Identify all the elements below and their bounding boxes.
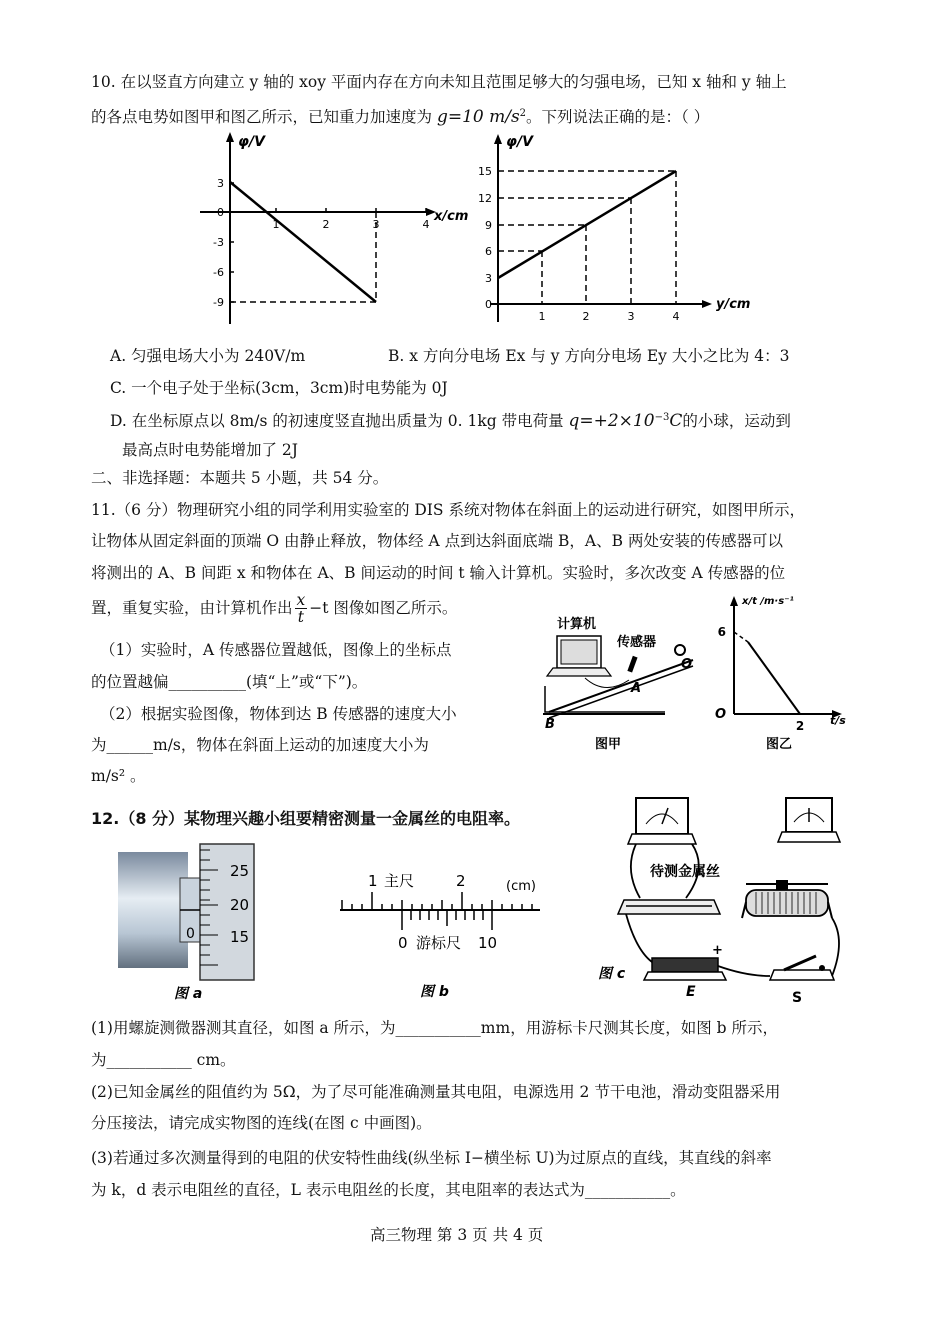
svg-text:O: O xyxy=(714,707,726,722)
x-over-t-fraction: $\frac{x}{t}$ xyxy=(296,590,306,626)
svg-text:O: O xyxy=(681,657,693,672)
jia-ytick: -6 xyxy=(213,266,224,279)
svg-text:2: 2 xyxy=(456,872,466,890)
fig-c-caption: 图 c xyxy=(598,966,626,982)
yi-ytick: 12 xyxy=(478,192,492,205)
q12-part3-b: 为 k，d 表示电阻丝的直径，L 表示电阻丝的长度，其电阻率的表达式为___________。 xyxy=(91,1181,686,1199)
fig-jia-caption: 图甲 xyxy=(595,737,622,752)
yi-ytick: 0 xyxy=(485,298,492,311)
yi-xlabel: y/cm xyxy=(716,297,751,312)
q12-part3-a: (3)若通过多次测量得到的电阻的伏安特性曲线(纵坐标 I−横坐标 U)为过原点的直线，其直线的斜率 xyxy=(91,1149,772,1167)
q10-option-c: C. 一个电子处于坐标(3cm，3cm)时电势能为 0J xyxy=(110,379,448,397)
jia-xtick: 2 xyxy=(322,218,330,231)
jia-xtick: 3 xyxy=(372,218,380,231)
q10-option-a: A. 匀强电场大小为 240V/m xyxy=(110,347,306,365)
computer-label: 计算机 xyxy=(557,617,597,632)
figure-jia-incline xyxy=(535,608,705,758)
figure-yi-graph xyxy=(708,590,858,758)
svg-text:0: 0 xyxy=(186,926,195,942)
x-over-t-line xyxy=(748,642,800,714)
fig-yi-caption: 图乙 xyxy=(766,737,793,752)
svg-text:15: 15 xyxy=(230,928,250,946)
svg-text:B: B xyxy=(545,717,555,732)
q10-line1: 10. 在以竖直方向建立 y 轴的 xoy 平面内存在方向未知且范围足够大的匀强电场，已知 x 轴和 y 轴上 xyxy=(91,73,787,91)
jia-ytick: -3 xyxy=(213,236,224,249)
yi-xtick: 1 xyxy=(538,310,546,323)
q11-line3: 将测出的 A、B 间距 x 和物体在 A、B 间运动的时间 t 输入计算机。实验时，多次改变 A 传感器的位 xyxy=(91,564,786,582)
yi-ytick: 9 xyxy=(485,219,492,232)
svg-text:+: + xyxy=(712,943,723,958)
q11-part1-a: （1）实验时，A 传感器位置越低，图像上的坐标点 xyxy=(100,641,452,659)
svg-text:A: A xyxy=(631,681,642,696)
yi-xtick: 2 xyxy=(582,310,590,323)
svg-text:E: E xyxy=(686,984,696,1000)
jia-xlabel: x/cm xyxy=(434,209,469,224)
q12-part2-a: (2)已知金属丝的阻值约为 5Ω，为了尽可能准确测量其电阻，电源选用 2 节干电池，滑动变阻器采用 xyxy=(91,1083,781,1101)
yi-ytick: 3 xyxy=(485,272,492,285)
page-footer: 高三物理 第 3 页 共 4 页 xyxy=(370,1226,544,1244)
q11-line2: 让物体从固定斜面的顶端 O 由静止释放，物体经 A 点到达斜面底端 B，A、B 两处安装的传感器可以 xyxy=(91,532,783,550)
svg-text:6: 6 xyxy=(717,625,726,639)
q11-line4: 置，重复实验，由计算机作出 $\frac{x}{t}$ −t 图像如图乙所示。 xyxy=(91,590,458,626)
jia-ytick: 0 xyxy=(217,206,224,219)
graph-yi xyxy=(470,128,770,328)
battery-icon xyxy=(652,958,718,972)
potential-line-x xyxy=(230,182,376,302)
object-ball xyxy=(675,645,685,655)
main-scale-label: 主尺 xyxy=(384,872,415,890)
q11-part2-b: 为______m/s，物体在斜面上运动的加速度大小为 xyxy=(91,736,429,754)
graph-jia xyxy=(190,128,469,328)
svg-text:25: 25 xyxy=(230,862,250,880)
q11-part2-a: （2）根据实验图像，物体到达 B 传感器的速度大小 xyxy=(100,705,457,723)
jia-xtick: 1 xyxy=(272,218,280,231)
jia-ytick: 3 xyxy=(217,177,224,190)
q12-part1-b: 为___________ cm。 xyxy=(91,1051,236,1069)
q12-part2-b: 分压接法，请完成实物图的连线(在图 c 中画图)。 xyxy=(91,1114,432,1132)
figure-a-micrometer xyxy=(118,838,278,1003)
fig-yi-ylabel: x/t /m·s⁻¹ xyxy=(742,596,794,607)
q11-part2-c: m/s² 。 xyxy=(91,767,146,785)
potential-line-y xyxy=(498,171,676,278)
q12-part1-a: (1)用螺旋测微器测其直径，如图 a 所示，为___________mm，用游标卡尺测其长度，如图 b 所示， xyxy=(91,1019,778,1037)
svg-text:2: 2 xyxy=(795,719,805,733)
sensor-a-icon xyxy=(627,656,637,673)
figure-b-vernier xyxy=(336,862,556,1002)
svg-text:(cm): (cm) xyxy=(506,879,536,894)
jia-ylabel: φ/V xyxy=(238,134,265,150)
q10-option-b: B. x 方向分电场 Ex 与 y 方向分电场 Ey 大小之比为 4：3 xyxy=(388,347,790,365)
yi-xtick: 4 xyxy=(672,310,680,323)
q10-option-d-line2: 最高点时电势能增加了 2J xyxy=(122,441,299,459)
svg-text:10: 10 xyxy=(478,934,498,952)
jia-ytick: -9 xyxy=(213,296,224,309)
svg-text:20: 20 xyxy=(230,896,250,914)
voltmeter-icon xyxy=(636,798,688,834)
switch-icon xyxy=(770,970,834,980)
fig-b-caption: 图 b xyxy=(420,984,449,1000)
q11-part1-b: 的位置越偏__________(填“上”或“下”)。 xyxy=(91,673,368,691)
q10-line2: 的各点电势如图甲和图乙所示，已知重力加速度为 g=10 $m/s^2$。下列说法正确的是：（ ） xyxy=(91,107,710,128)
fig-a-caption: 图 a xyxy=(174,986,203,1002)
yi-xtick: 3 xyxy=(627,310,635,323)
vernier-scale-label: 游标尺 xyxy=(416,934,462,952)
yi-ytick: 15 xyxy=(478,165,492,178)
svg-text:t/s: t/s xyxy=(830,714,846,727)
yi-ylabel: φ/V xyxy=(506,134,533,150)
q11-line1: 11.（6 分）物理研究小组的同学利用实验室的 DIS 系统对物体在斜面上的运动进行研究，如图甲所示， xyxy=(91,501,805,519)
section-heading: 二、非选择题：本题共 5 小题，共 54 分。 xyxy=(91,469,389,487)
metal-wire-board xyxy=(618,900,720,914)
jia-xtick: 4 xyxy=(422,218,430,231)
svg-text:0: 0 xyxy=(398,934,408,952)
q12-title: 12.（8 分）某物理兴趣小组要精密测量一金属丝的电阻率。 xyxy=(91,809,521,828)
svg-text:1: 1 xyxy=(368,872,378,890)
sensor-label: 传感器 xyxy=(617,635,657,650)
wire-label: 待测金属丝 xyxy=(650,864,720,880)
svg-text:S: S xyxy=(792,990,803,1006)
yi-ytick: 6 xyxy=(485,245,492,258)
q10-option-d: D. 在坐标原点以 8m/s 的初速度竖直抛出质量为 0. 1kg 带电荷量 $q=+2\times 10^{-3}C$的小球，运动到 xyxy=(110,411,791,432)
figure-c-circuit xyxy=(596,790,848,1012)
